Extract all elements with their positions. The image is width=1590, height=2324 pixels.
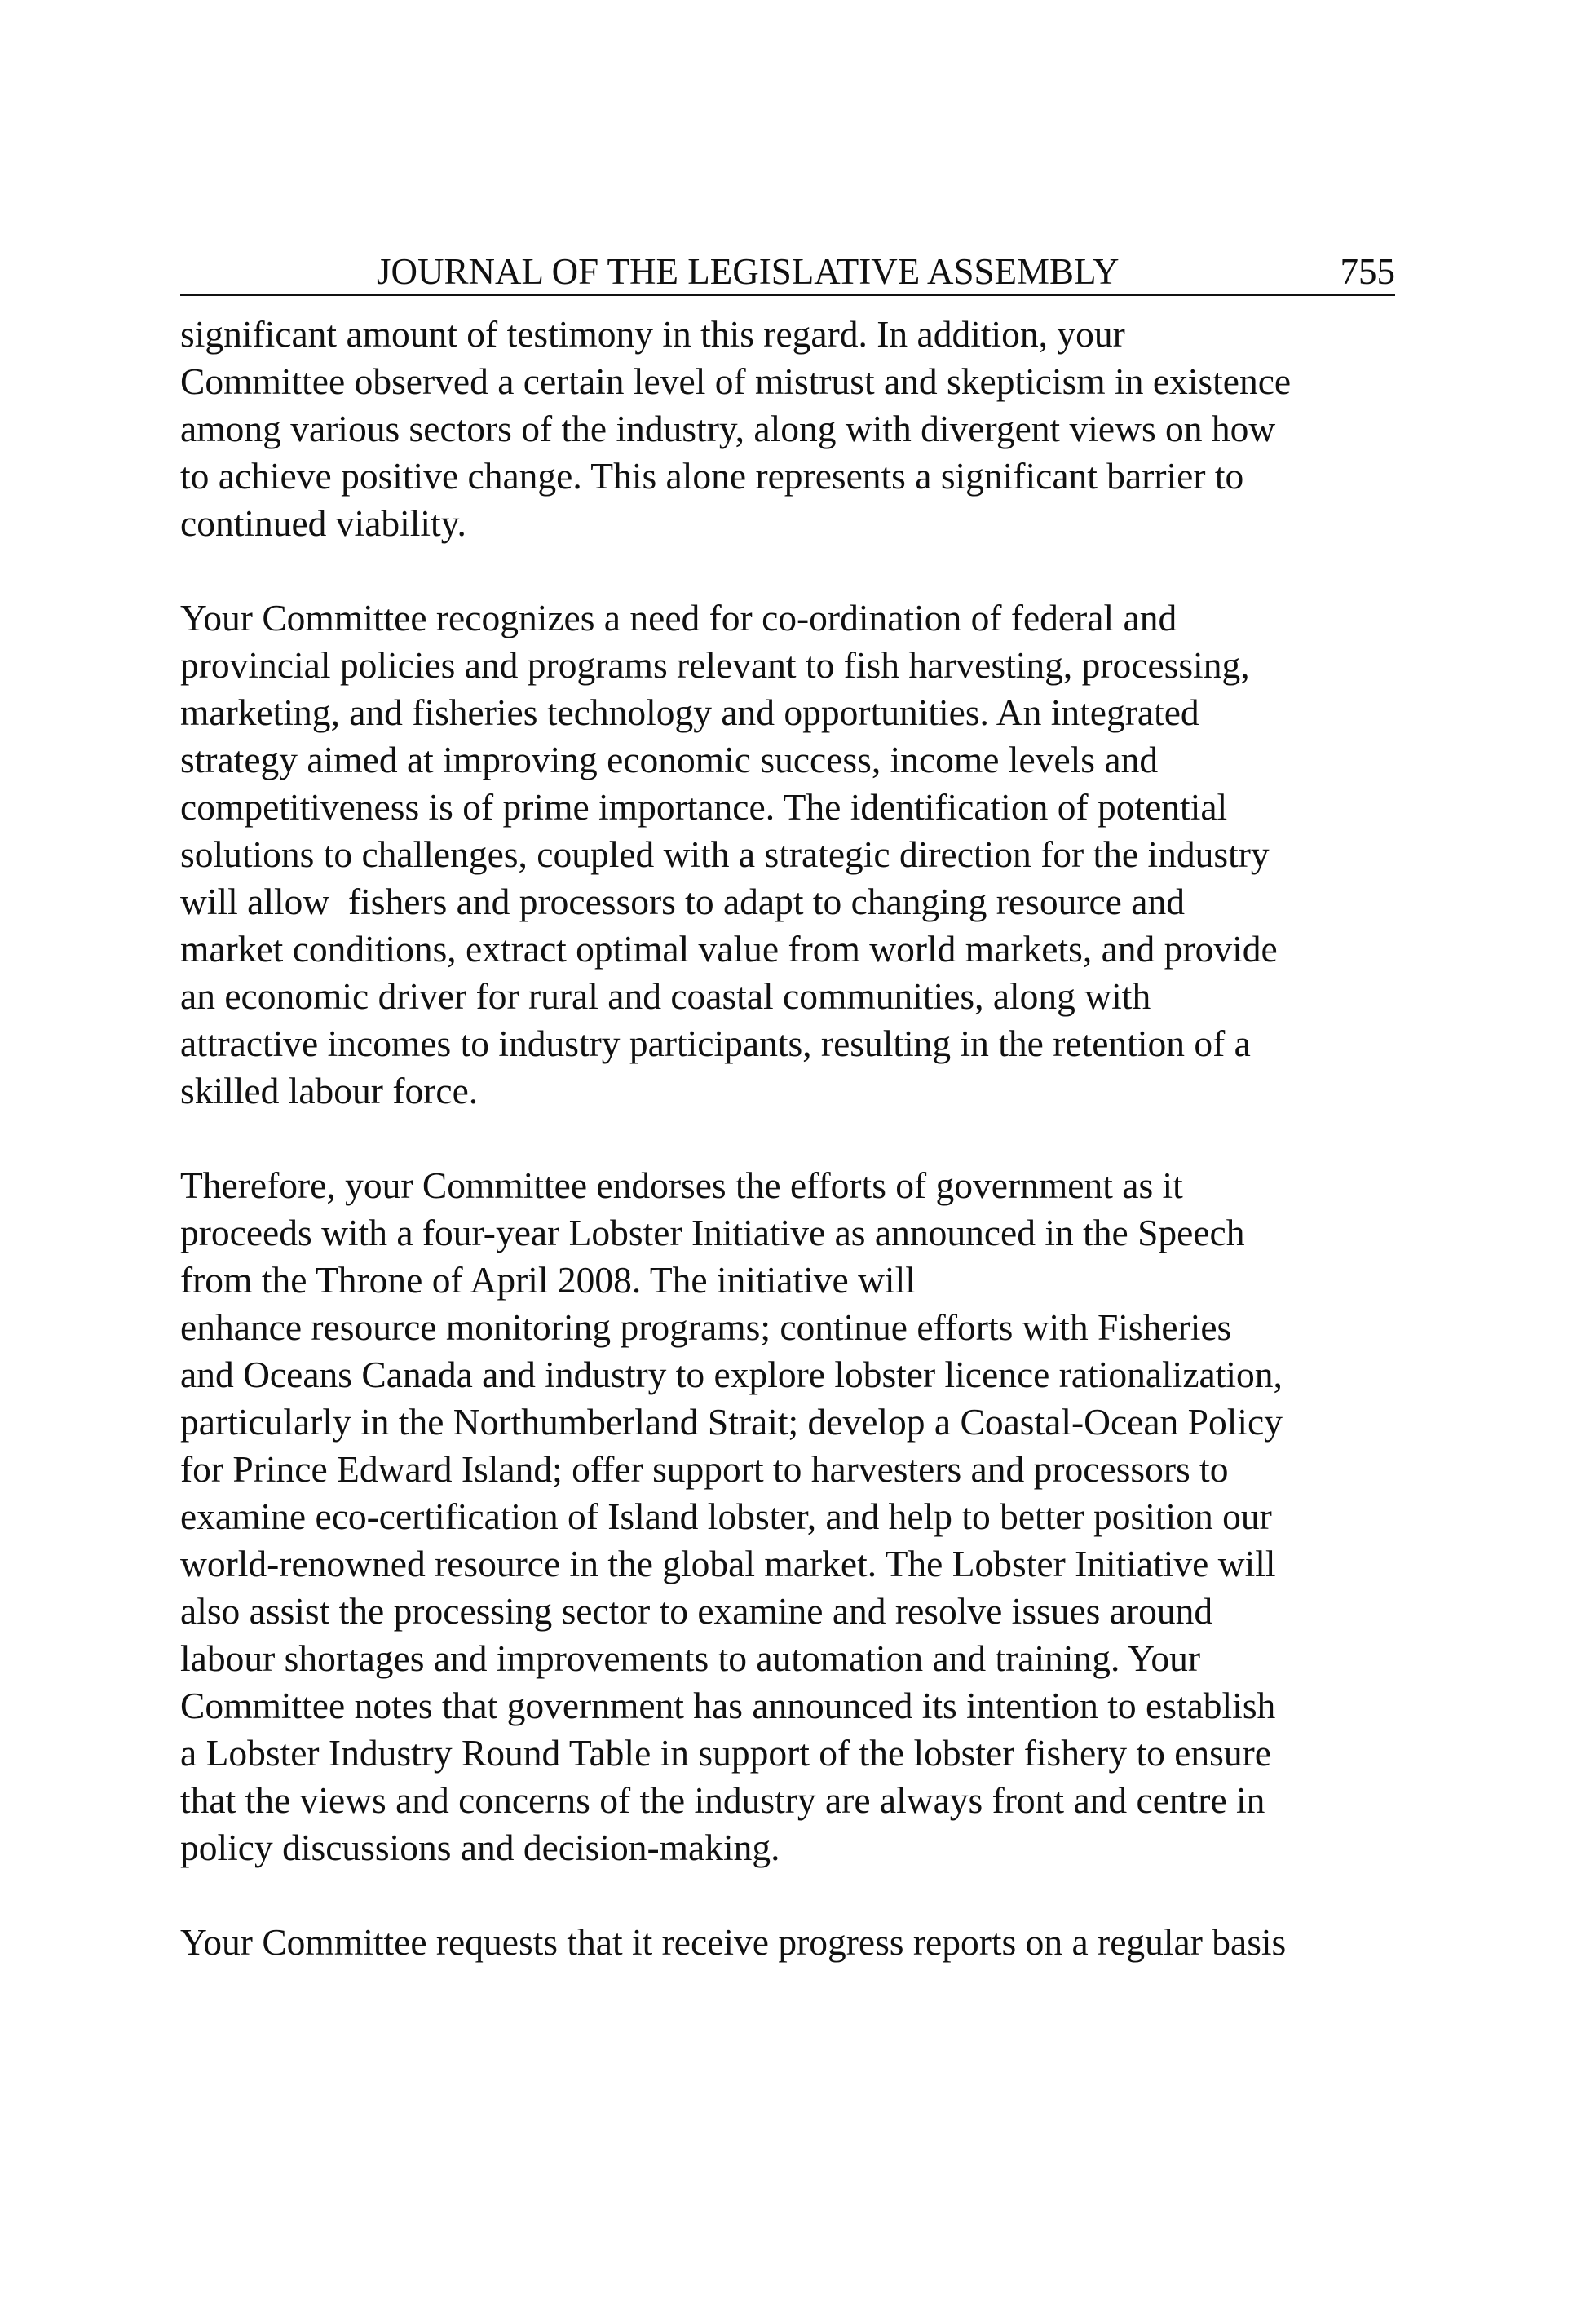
document-page xyxy=(180,243,1395,1966)
paragraph-testimony: significant amount of testimony in this regard. In addition, your Committee observed a certain level of mistrust and skepticism in existence among various sectors of the industry, along with divergent views on how to achieve positive change. This alone represents a significant barrier to continued viability. xyxy=(180,313,1292,544)
journal-title: JOURNAL OF THE LEGISLATIVE ASSEMBLY xyxy=(377,251,1120,292)
paragraph-lobster-initiative: Therefore, your Committee endorses the efforts of government as it proceeds with a four-year Lobster Initiative as announced in the Speech from the Throne of April 2008. The initiative will enhance resource monitoring programs; continue efforts with Fisheries and Oceans Canada and industry to explore lobster licence rationalization, particularly in the Northumberland Strait; develop a Coastal-Ocean Policy for Prince Edward Island; offer support to harvesters and processors to examine eco-certification of Island lobster, and help to better position our world-renowned resource in the global market. The Lobster Initiative will also assist the processing sector to examine and resolve issues around labour shortages and improvements to automation and training. Your Committee notes that government has announced its intention to establish a Lobster Industry Round Table in support of the lobster fishery to ensure that the views and concerns of the industry are always front and centre in policy discussions and decision-making. xyxy=(180,1164,1283,1868)
page-number: 755 xyxy=(1340,251,1395,292)
running-header xyxy=(180,243,1395,296)
body-text xyxy=(180,311,1395,1966)
paragraph-coordination: Your Committee recognizes a need for co-ordination of federal and provincial policies and programs relevant to fish harvesting, processing, marketing, and fisheries technology and opportunities. An integrated strategy aimed at improving economic success, income levels and competitiveness is of prime importance. The identification of potential solutions to challenges, coupled with a strategic direction for the industry will allow fishers and processors to adapt to changing resource and market conditions, extract optimal value from world markets, and provide an economic driver for rural and coastal communities, along with attractive incomes to industry participants, resulting in the retention of a skilled labour force. xyxy=(180,597,1278,1111)
paragraph-progress-reports: Your Committee requests that it receive progress reports on a regular basis xyxy=(180,1921,1287,1963)
